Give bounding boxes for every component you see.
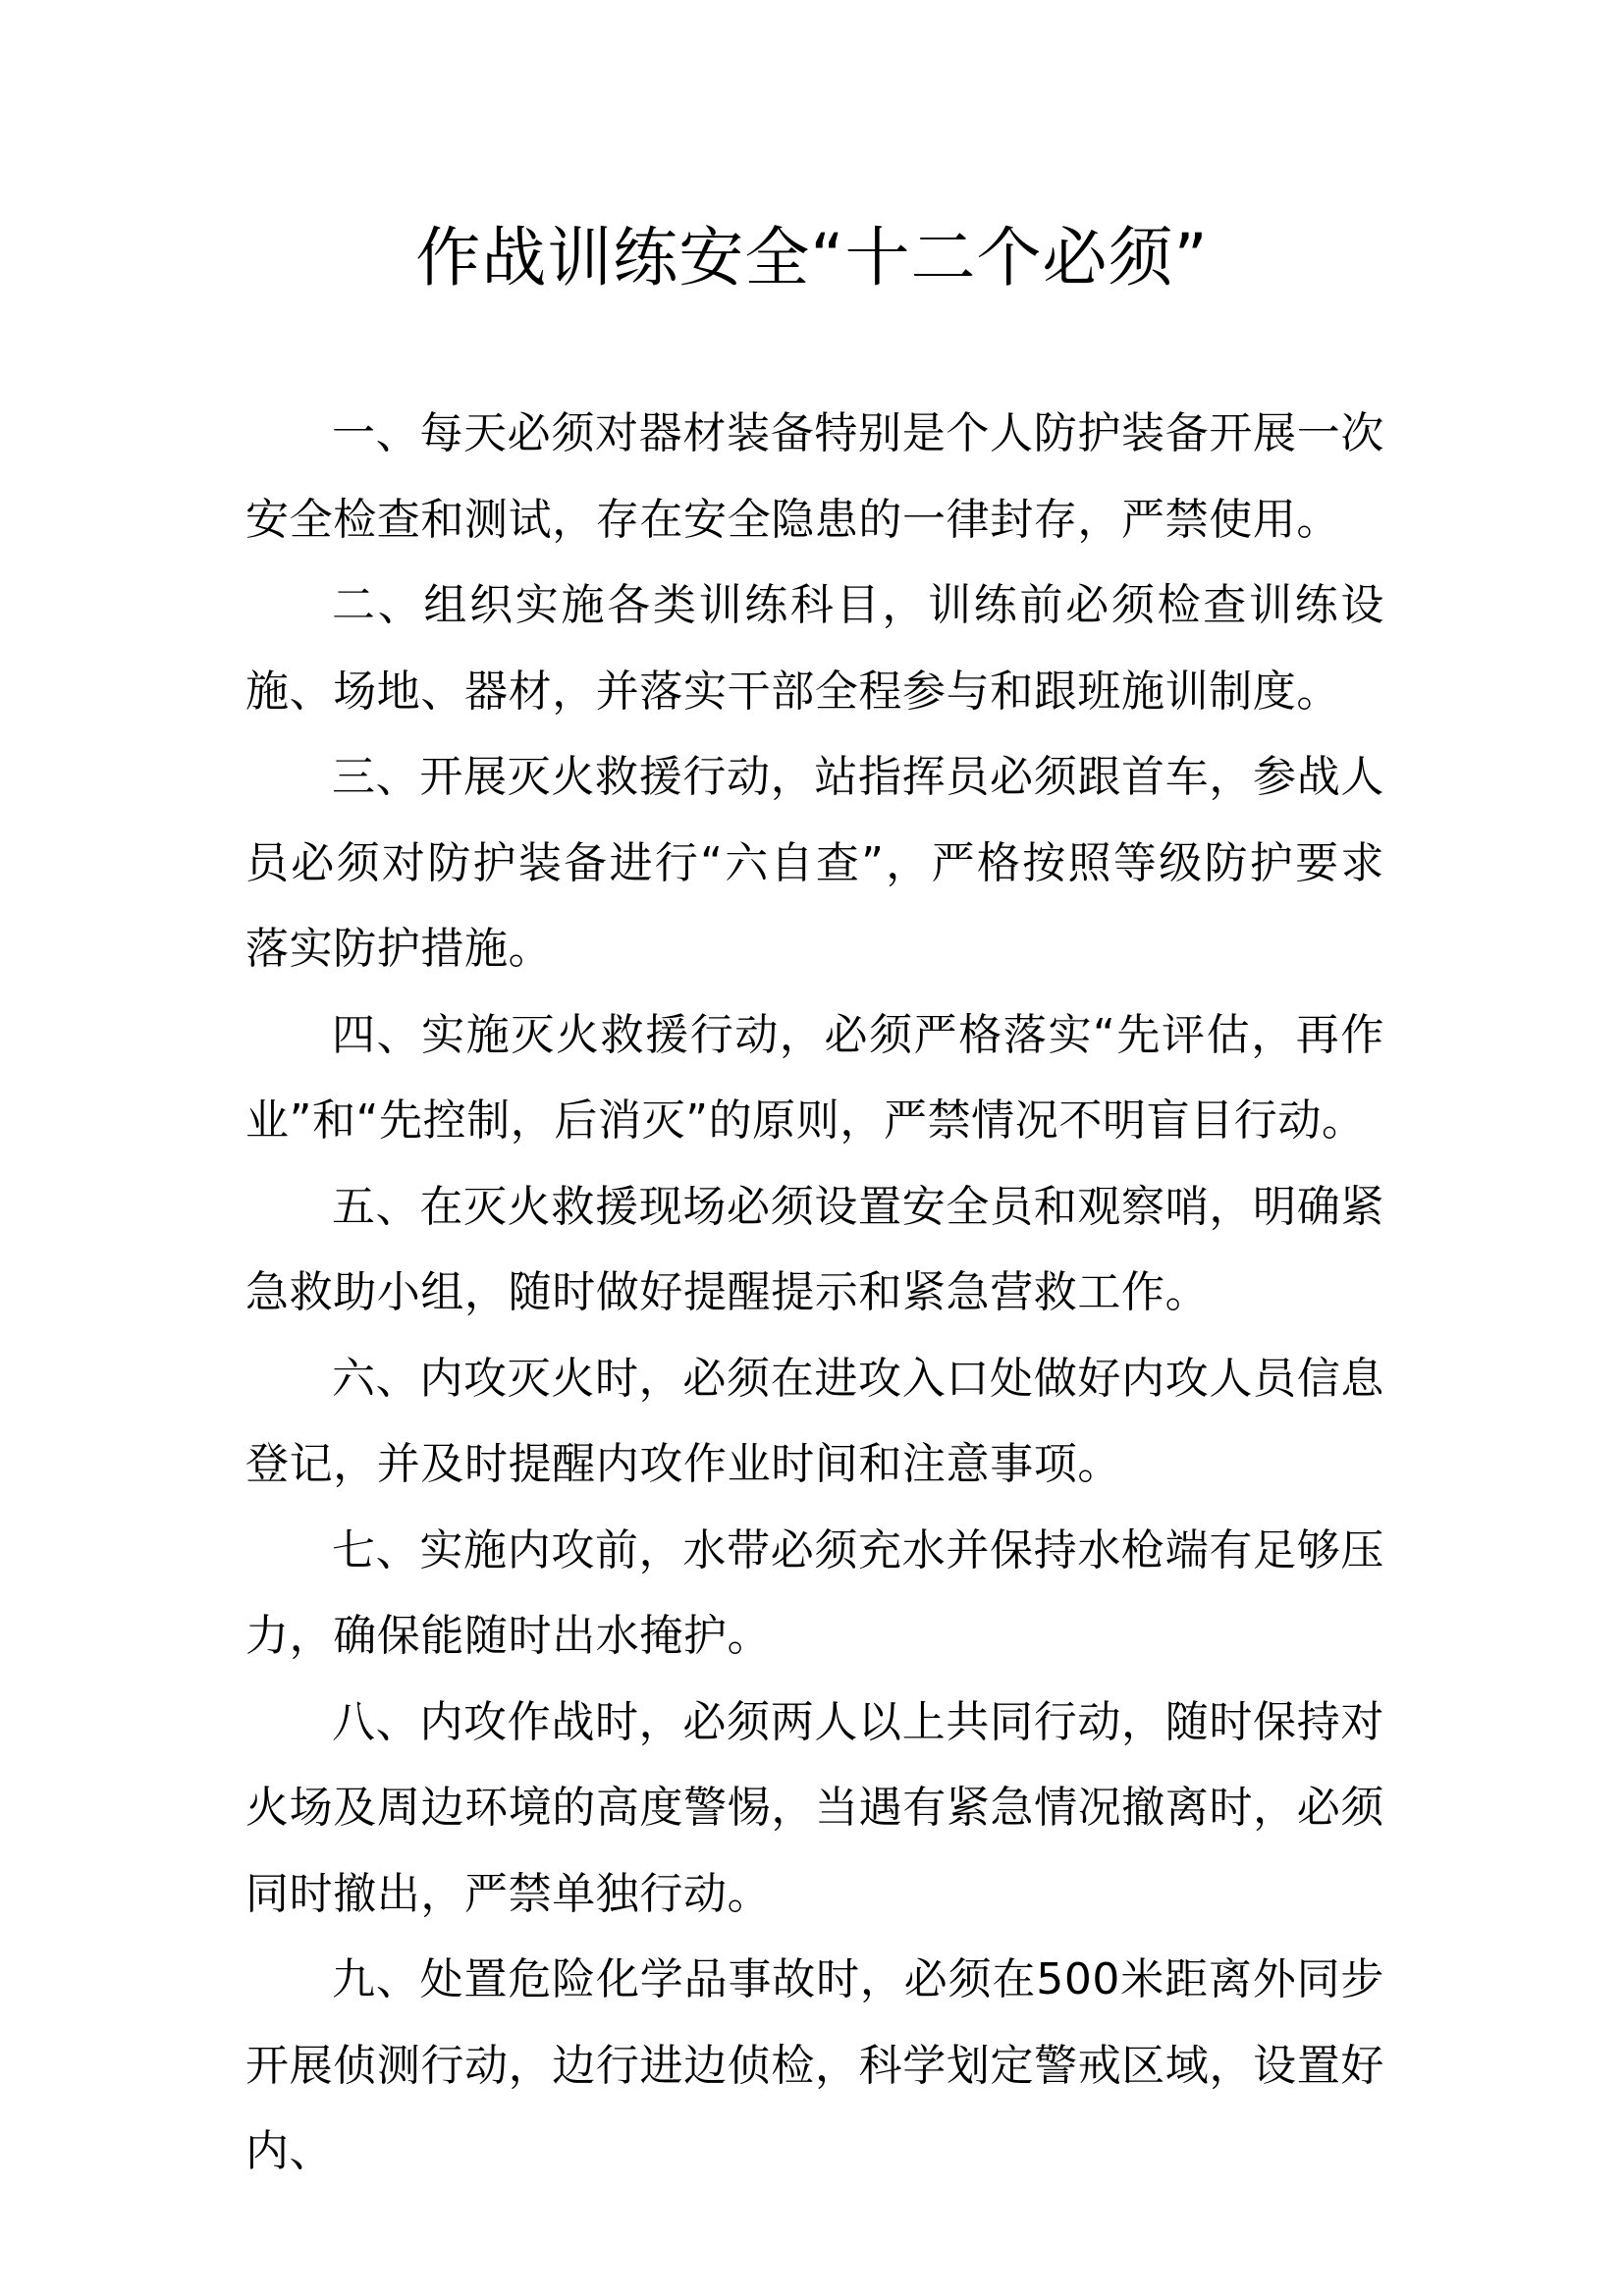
paragraph-4: 四、实施灭火救援行动，必须严格落实“先评估，再作业”和“先控制，后消灭”的原则，严禁情况不明盲目行动。 — [245, 1009, 1384, 1146]
paragraph-7: 七、实施内攻前，水带必须充水并保持水枪端有足够压力，确保能随时出水掩护。 — [245, 1524, 1384, 1661]
paragraph-3: 三、开展灭火救援行动，站指挥员必须跟首车，参战人员必须对防护装备进行“六自查”，严格按照等级防护要求落实防护措施。 — [245, 752, 1384, 974]
paragraph-8: 八、内攻作战时，必须两人以上共同行动，随时保持对火场及周边环境的高度警惕，当遇有紧急情况撤离时，必须同时撤出，严禁单独行动。 — [245, 1696, 1384, 1919]
document-title: 作战训练安全“十二个必须” — [415, 220, 1209, 295]
paragraph-1: 一、每天必须对器材装备特别是个人防护装备开展一次安全检查和测试，存在安全隐患的一律封存，严禁使用。 — [245, 408, 1384, 545]
paragraph-2: 二、组织实施各类训练科目，训练前必须检查训练设施、场地、器材，并落实干部全程参与和跟班施训制度。 — [245, 580, 1384, 717]
document-body — [245, 391, 1384, 2195]
paragraph-6: 六、内攻灭火时，必须在进攻入口处做好内攻人员信息登记，并及时提醒内攻作业时间和注意事项。 — [245, 1353, 1384, 1489]
paragraph-5: 五、在灭火救援现场必须设置安全员和观察哨，明确紧急救助小组，随时做好提醒提示和紧急营救工作。 — [245, 1181, 1384, 1317]
paragraph-9: 九、处置危险化学品事故时，必须在500米距离外同步开展侦测行动，边行进边侦检，科学划定警戒区域，设置好内、 — [245, 1954, 1384, 2176]
